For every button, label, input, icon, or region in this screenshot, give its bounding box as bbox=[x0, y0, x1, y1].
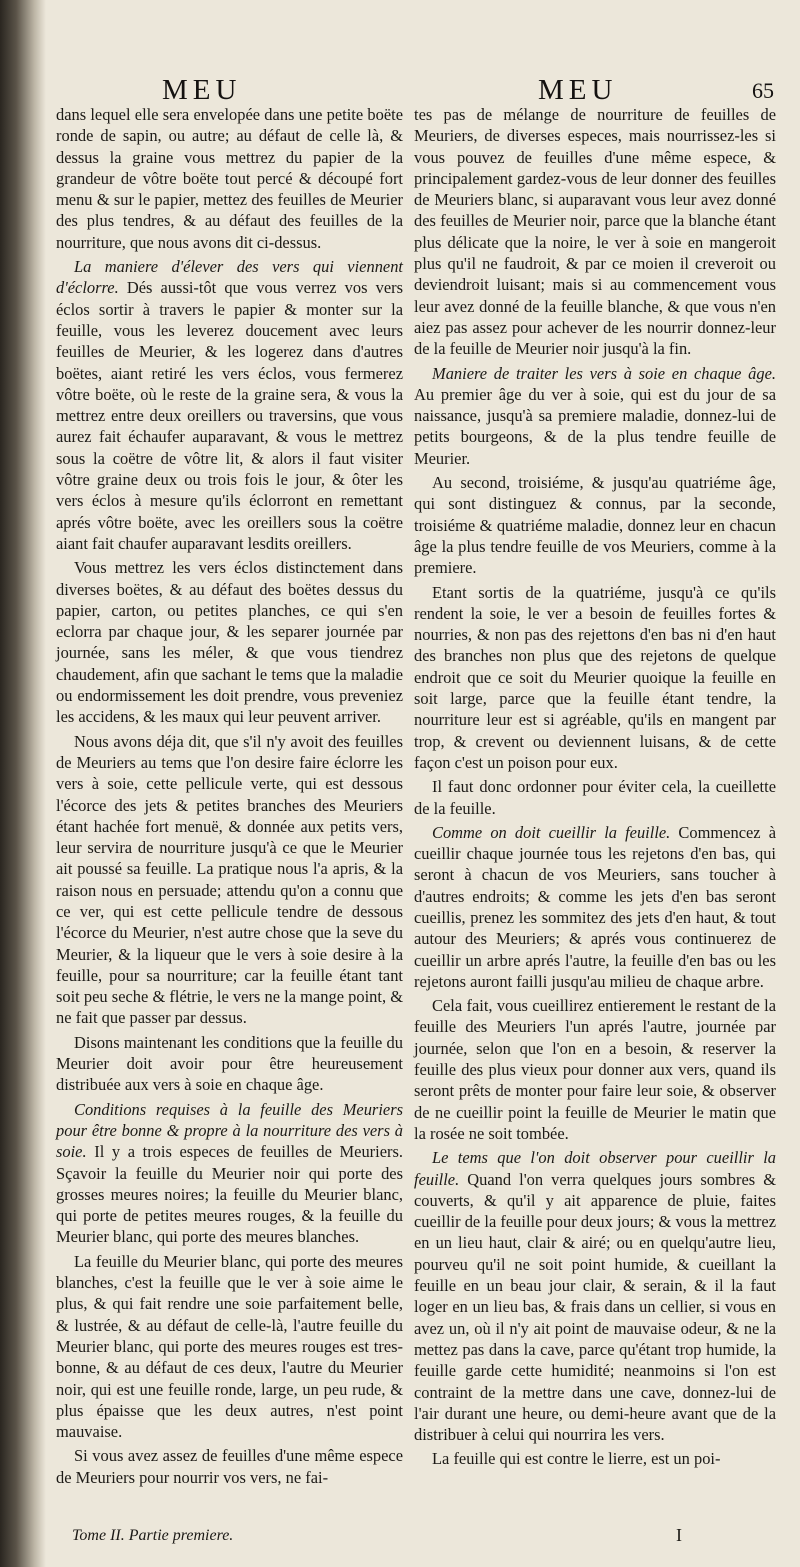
paragraph: Comme on doit cueillir la feuille. Commencez à cueillir chaque journée tous les rejetons d'en bas, qui seront à chacun de vos Meuriers, sans toucher à d'autres endroits; & comme les jets d'en bas seront cueillis, prenez les sommitez des jets d'en haut, & tout autour des Meuriers; & aprés vous continuerez de cueillir un arbre aprés l'autre, la feuille d'en bas ou les rejetons auront failli jusqu'au milieu de chaque arbre. bbox=[414, 822, 776, 991]
paragraph: Cela fait, vous cueillirez entierement le restant de la feuille des Meuriers l'un aprés l'autre, journée par journée, selon que l'on en a besoin, & reserver la feuille des plus vieux pour donner aux vers, quand ils seront prêts de monter pour faire leur soie, & observer de ne cueillir point la feuille de Meurier le matin que la rosée ne soit tombée. bbox=[414, 996, 776, 1143]
paragraph: La feuille du Meurier blanc, qui porte des meures blanches, c'est la feuille que le ver à soie aime le plus, & qui fait rendre une soie parfaitement belle, & lustrée, & au défaut de celle-là, l'autre feuille du Meurier blanc, qui porte des meures rouges est tres-bonne, & au défaut de ces deux, l'autre du Meurier noir, qui est une feuille ronde, large, un peu rude, & plus épaisse que les deux autres, n'est point mauvaise. bbox=[56, 1251, 403, 1442]
volume-footer: Tome II. Partie premiere. bbox=[72, 1527, 234, 1544]
paragraph: Disons maintenant les conditions que la feuille du Meurier doit avoir pour être heureusement distribuée aux vers à soie en chaque âge. bbox=[56, 1032, 403, 1095]
paragraph: La maniere d'élever des vers qui viennent d'éclorre. Dés aussi-tôt que vous verrez vos vers éclos sortir à travers le papier & monter sur la feuille, vous les leverez doucement avec leurs feuilles de Meurier, & les logerez dans d'autres boëtes, aiant retiré les vers éclos, vous fermerez vôtre boëte, où le reste de la graine sera, & vous la mettrez entre deux oreillers ou traversins, que vous aurez fait échaufer auparavant, & vous le mettrez sous la coëtre de vôtre lit, & alors il faut visiter vôtre graine deux ou trois fois le jour, & ôter les vers éclos à mesure qu'ils éclorront en remettant aprés vôtre boëte, avec les oreillers sous la coëtre aiant fait chaufer auparavant lesdits oreillers. bbox=[56, 257, 403, 553]
paragraph-heading: Conditions requises à la feuille des Meuriers pour être bonne & propre à la nourriture des vers à soie. bbox=[56, 1099, 403, 1162]
paragraph-heading: Maniere de traiter les vers à soie en chaque âge. bbox=[432, 363, 776, 383]
paragraph: tes pas de mélange de nourriture de feuilles de Meuriers, de diverses especes, mais nourrissez-les si vous pouvez de feuilles d'une même espece, & principalement gardez-vous de leur donner des feuilles de Meuriers blanc, si auparavant vous leur avez donné des feuilles de Meurier noir, parce que la blanche étant plus délicate que la noire, le ver à soie en mangeroit plus qu'il ne faudroit, & par ce moien il creveroit ou deviendroit luisant; mais si au commencement vous leur avez donné de la feuille blanche, & que vous n'en aiez pas assez pour achever de les nourrir donnez-leur de la feuille de Meurier noir jusqu'à la fin. bbox=[414, 105, 776, 359]
paragraph: dans lequel elle sera envelopée dans une petite boëte ronde de sapin, ou autre; au défaut de celle là, & dessus la graine vous mettrez du papier de la grandeur de vôtre boëte tout percé & découpé fort menu & sur le papier, mettez des feuilles de Meurier des plus tendres, & au défaut des feuilles de la nourriture, que nous avons dit ci-dessus. bbox=[56, 105, 403, 252]
paragraph: Etant sortis de la quatriéme, jusqu'à ce qu'ils rendent la soie, le ver a besoin de feuilles fortes & nourries, & non pas des rejettons d'en bas ni d'en haut des branches non plus que des rejetons de quelque endroit que ce soit du Meurier quoique la feuille en soit large, parce que la feuille étant tendre, la nourriture leur est si agréable, qu'ils en mangent par trop, & crevent ou deviennent luisans, & de cette façon c'est un poison pour eux. bbox=[414, 582, 776, 772]
paragraph: Si vous avez assez de feuilles d'une même espece de Meuriers pour nourrir vos vers, ne fai- bbox=[56, 1446, 403, 1487]
paragraph-heading: Comme on doit cueillir la feuille. bbox=[432, 822, 671, 842]
paragraph: Le tems que l'on doit observer pour cueillir la feuille. Quand l'on verra quelques jours sombres & couverts, & qu'il y ait apparence de pluie, faites cueillir de la feuille pour deux jours; & vous la mettrez en un lieu haut, clair & airé; ou en quelqu'autre lieu, pourveu qu'il ne soit point humide, & cueillant la feuille en un beau jour clair, & serain, & il la faut loger en un lieu bas, & frais dans un cellier, si vous en avez un, où il n'y ait point de mauvaise odeur, & ne la mettez pas dans la cave, parce qu'étant trop humide, la feuille garde cette humidité; neanmoins si l'on est contraint de la mettre dans une cave, donnez-lui de l'air durant une heure, ou demi-heure avant que de la distribuer à celui qui nourrira les vers. bbox=[414, 1148, 776, 1445]
page-number: 65 bbox=[752, 78, 774, 103]
paragraph: Vous mettrez les vers éclos distinctement dans diverses boëtes, & au défaut des boëtes dessus du papier, carton, ou petites planches, ce qui s'en eclorra par chaque jour, & les separer journée par journée, sans les méler, & que vous tiendrez chaudement, afin que sachant le tems que la maladie ou endormissement les doit prendre, vous preveniez les accidens, & les maux qui leur peuvent arriver. bbox=[56, 558, 403, 727]
paragraph-heading: Le tems que l'on doit observer pour cueillir la feuille. bbox=[414, 1148, 776, 1189]
signature-mark: I bbox=[676, 1525, 682, 1545]
right-column bbox=[414, 104, 776, 1470]
paragraph: Conditions requises à la feuille des Meuriers pour être bonne & propre à la nourriture des vers à soie. Il y a trois especes de feuilles de Meuriers. Sçavoir la feuille du Meurier noir qui porte des grosses meures noires; la feuille du Meurier blanc, qui porte de petites meures rouges, & la feuille du Meurier blanc, qui porte des meures blanches. bbox=[56, 1099, 403, 1247]
paragraph: Au second, troisiéme, & jusqu'au quatriéme âge, qui sont distinguez & connus, par la seconde, troisiéme & quatriéme maladie, donnez leur en chacun âge la plus tendre feuille de vos Meuriers, comme à la premiere. bbox=[414, 473, 776, 578]
running-head-right: MEU bbox=[538, 74, 618, 106]
binding-gutter bbox=[0, 0, 46, 1567]
paragraph-heading: La maniere d'élever des vers qui viennent d'éclorre. bbox=[56, 257, 403, 298]
paragraph: Il faut donc ordonner pour éviter cela, la cueillette de la feuille. bbox=[414, 777, 776, 818]
running-head-left: MEU bbox=[162, 74, 242, 106]
paragraph: Nous avons déja dit, que s'il n'y avoit des feuilles de Meuriers au tems que l'on desire faire éclorre les vers à soie, cette pellicule verte, qui est dessous l'écorce des jets & petites branches des Meuriers étant hachée fort menuë, & donnée aux petits vers, leur servira de nourriture jusqu'à ce que le Meurier ait poussé sa feuille. La pratique nous l'a apris, & la raison nous en persuade; attendu qu'on a connu que ce ver, qui est cette pellicule tendre de dessous l'écorce du Meurier, n'est autre chose que la seve du Meurier, & la liqueur que le vers à soie desire à la feuille, pour sa nourriture; car la feuille étant tant soit peu seche & flétrie, le vers ne la mange point, & ne fait que passer par dessus. bbox=[56, 731, 403, 1028]
left-column bbox=[56, 104, 403, 1488]
paragraph: La feuille qui est contre le lierre, est un poi- bbox=[432, 1449, 721, 1469]
paragraph: Maniere de traiter les vers à soie en chaque âge. Au premier âge du ver à soie, qui est du jour de sa naissance, jusqu'à sa premiere maladie, donnez-lui de petits bourgeons, & de la plus tendre feuille de Meurier. bbox=[414, 363, 776, 468]
